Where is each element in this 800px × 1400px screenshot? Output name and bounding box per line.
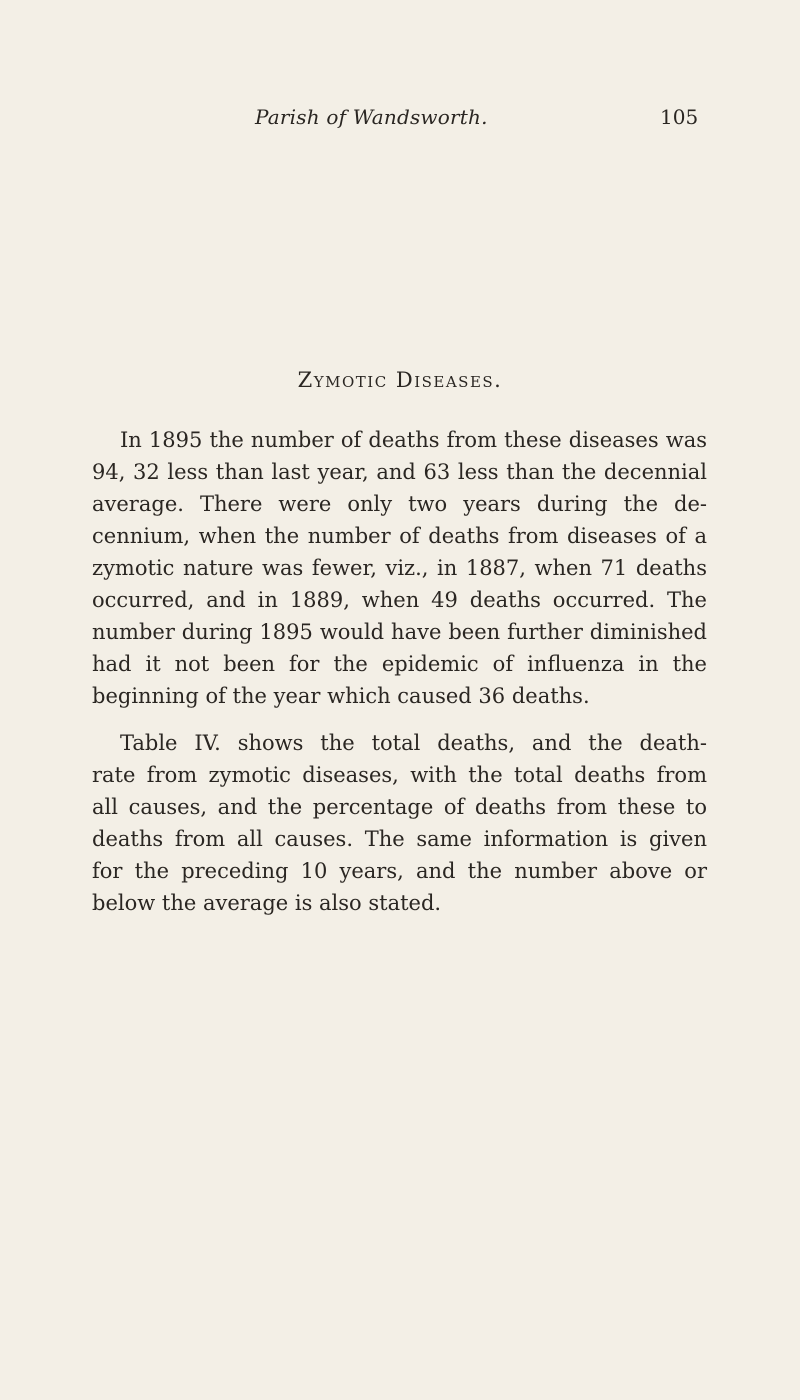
body-paragraph [92, 727, 707, 919]
text-line: average. There were only two years during the de- [92, 492, 707, 516]
text-line: below the average is also stated. [92, 891, 442, 915]
running-title: Parish of Wandsworth. [255, 105, 488, 129]
page-number: 105 [660, 105, 699, 129]
text-line: rate from zymotic diseases, with the total deaths from [92, 763, 707, 787]
text-line: cennium, when the number of deaths from diseases of a [92, 524, 707, 548]
text-line: In 1895 the number of deaths from these diseases was [120, 428, 707, 452]
text-line: Table IV. shows the total deaths, and the death- [120, 731, 707, 755]
text-line: deaths from all causes. The same information is given [92, 827, 707, 851]
text-line: zymotic nature was fewer, viz., in 1887, when 71 deaths [92, 556, 707, 580]
text-line: number during 1895 would have been further diminished [92, 620, 707, 644]
text-line: occurred, and in 1889, when 49 deaths occurred. The [92, 588, 707, 612]
body-paragraph [92, 424, 707, 712]
page-header [0, 105, 800, 135]
text-line: for the preceding 10 years, and the number above or [92, 859, 707, 883]
text-line: 94, 32 less than last year, and 63 less than the decennial [92, 460, 707, 484]
text-line: all causes, and the percentage of deaths from these to [92, 795, 707, 819]
text-line: had it not been for the epidemic of influenza in the [92, 652, 707, 676]
text-line: beginning of the year which caused 36 deaths. [92, 684, 590, 708]
section-heading: Zymotic Diseases. [297, 368, 503, 392]
